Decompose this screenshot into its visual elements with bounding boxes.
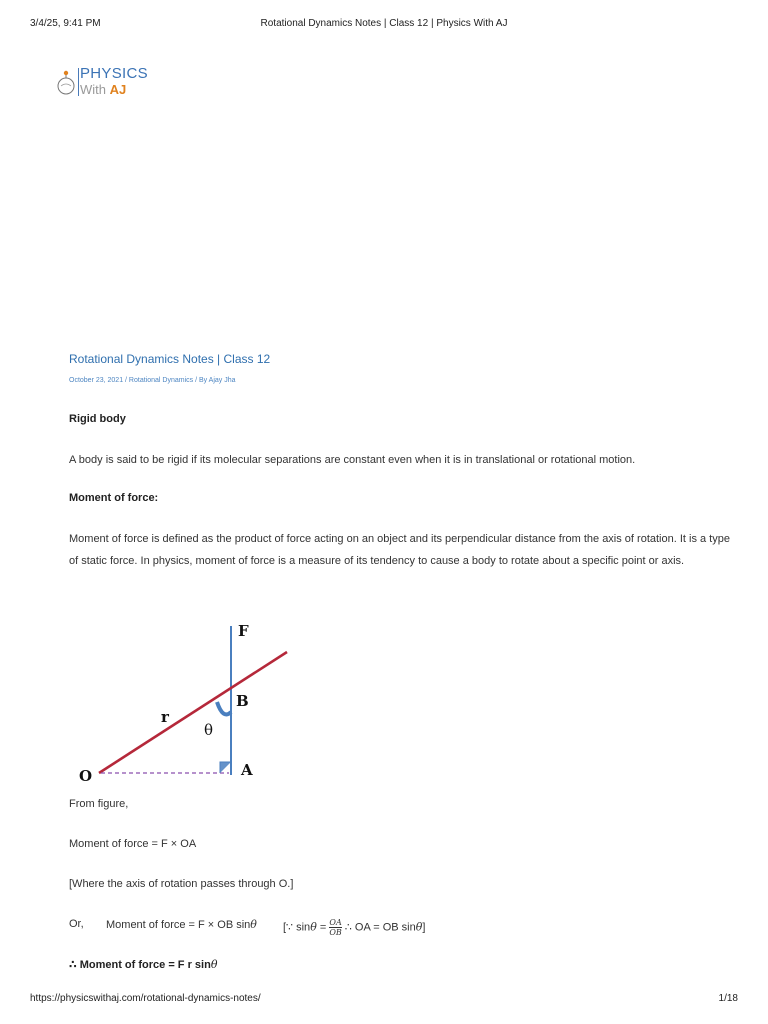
- site-logo[interactable]: [55, 62, 165, 102]
- print-datetime: 3/4/25, 9:41 PM: [30, 18, 101, 29]
- equation-3-theta: θ: [210, 958, 218, 971]
- fraction-denominator: OB: [329, 928, 342, 937]
- label-f: F: [238, 622, 249, 640]
- label-r: r: [161, 708, 169, 726]
- logo-emblem-icon: [55, 66, 77, 98]
- label-b: B: [236, 692, 249, 710]
- fraction-numerator: OA: [329, 918, 342, 927]
- moment-of-force-figure: [66, 612, 306, 792]
- angle-arc: [217, 702, 231, 714]
- equation-2-reason-theta-1: θ: [310, 920, 317, 934]
- logo-word-with-aj: [80, 82, 126, 97]
- equation-2-close: ]: [422, 921, 426, 934]
- logo-word-with: With: [80, 82, 106, 97]
- equation-1-note: [Where the axis of rotation passes through O.]: [69, 878, 294, 890]
- print-page-title: Rotational Dynamics Notes | Class 12 | Physics With AJ: [260, 18, 508, 29]
- equation-2-bracket: [∵ sin: [283, 921, 311, 934]
- equation-2: [106, 918, 257, 931]
- equation-2-fraction: [329, 918, 341, 937]
- rigid-body-text: A body is said to be rigid if its molecular separations are constant even when it is in translational or rotational motion.: [69, 454, 636, 466]
- equation-1: Moment of force = F × OA: [69, 838, 197, 850]
- equation-2-or: Or,: [69, 918, 84, 930]
- print-url: https://physicswithaj.com/rotational-dynamics-notes/: [30, 993, 261, 1004]
- equation-2-equals: =: [316, 921, 330, 934]
- equation-2-theta: θ: [250, 918, 257, 931]
- rigid-body-heading: Rigid body: [69, 413, 126, 425]
- equation-2-reason-theta-2: θ: [415, 920, 423, 934]
- from-figure-text: From figure,: [69, 798, 129, 810]
- right-angle-marker: [220, 762, 231, 773]
- moment-heading: Moment of force:: [69, 492, 159, 504]
- label-a: A: [241, 761, 253, 779]
- equation-2-reason: [283, 918, 425, 937]
- article-meta[interactable]: October 23, 2021 / Rotational Dynamics / By Ajay Jha: [69, 377, 236, 384]
- equation-2-left: Moment of force = F × OB sin: [106, 919, 251, 931]
- label-o: O: [79, 767, 93, 785]
- label-theta: θ: [204, 721, 214, 739]
- print-page-number: 1/18: [718, 993, 738, 1004]
- logo-word-aj: AJ: [109, 82, 127, 97]
- equation-3: [69, 958, 217, 971]
- logo-divider: [78, 68, 79, 96]
- equation-2-therefore: ∴ OA = OB sin: [341, 921, 416, 934]
- article-title[interactable]: Rotational Dynamics Notes | Class 12: [69, 352, 271, 366]
- rod-line: [99, 652, 287, 773]
- moment-text: Moment of force is defined as the product of force acting on an object and its perpendicular distance from the axis of rotation. It is a type of static force. In physics, moment of force is a measure of its tendency to cause a body to rotate about a specific point or axis.: [69, 533, 730, 567]
- logo-word-physics: PHYSICS: [80, 65, 148, 82]
- equation-3-prefix: ∴ Moment of force = F r sin: [69, 959, 211, 971]
